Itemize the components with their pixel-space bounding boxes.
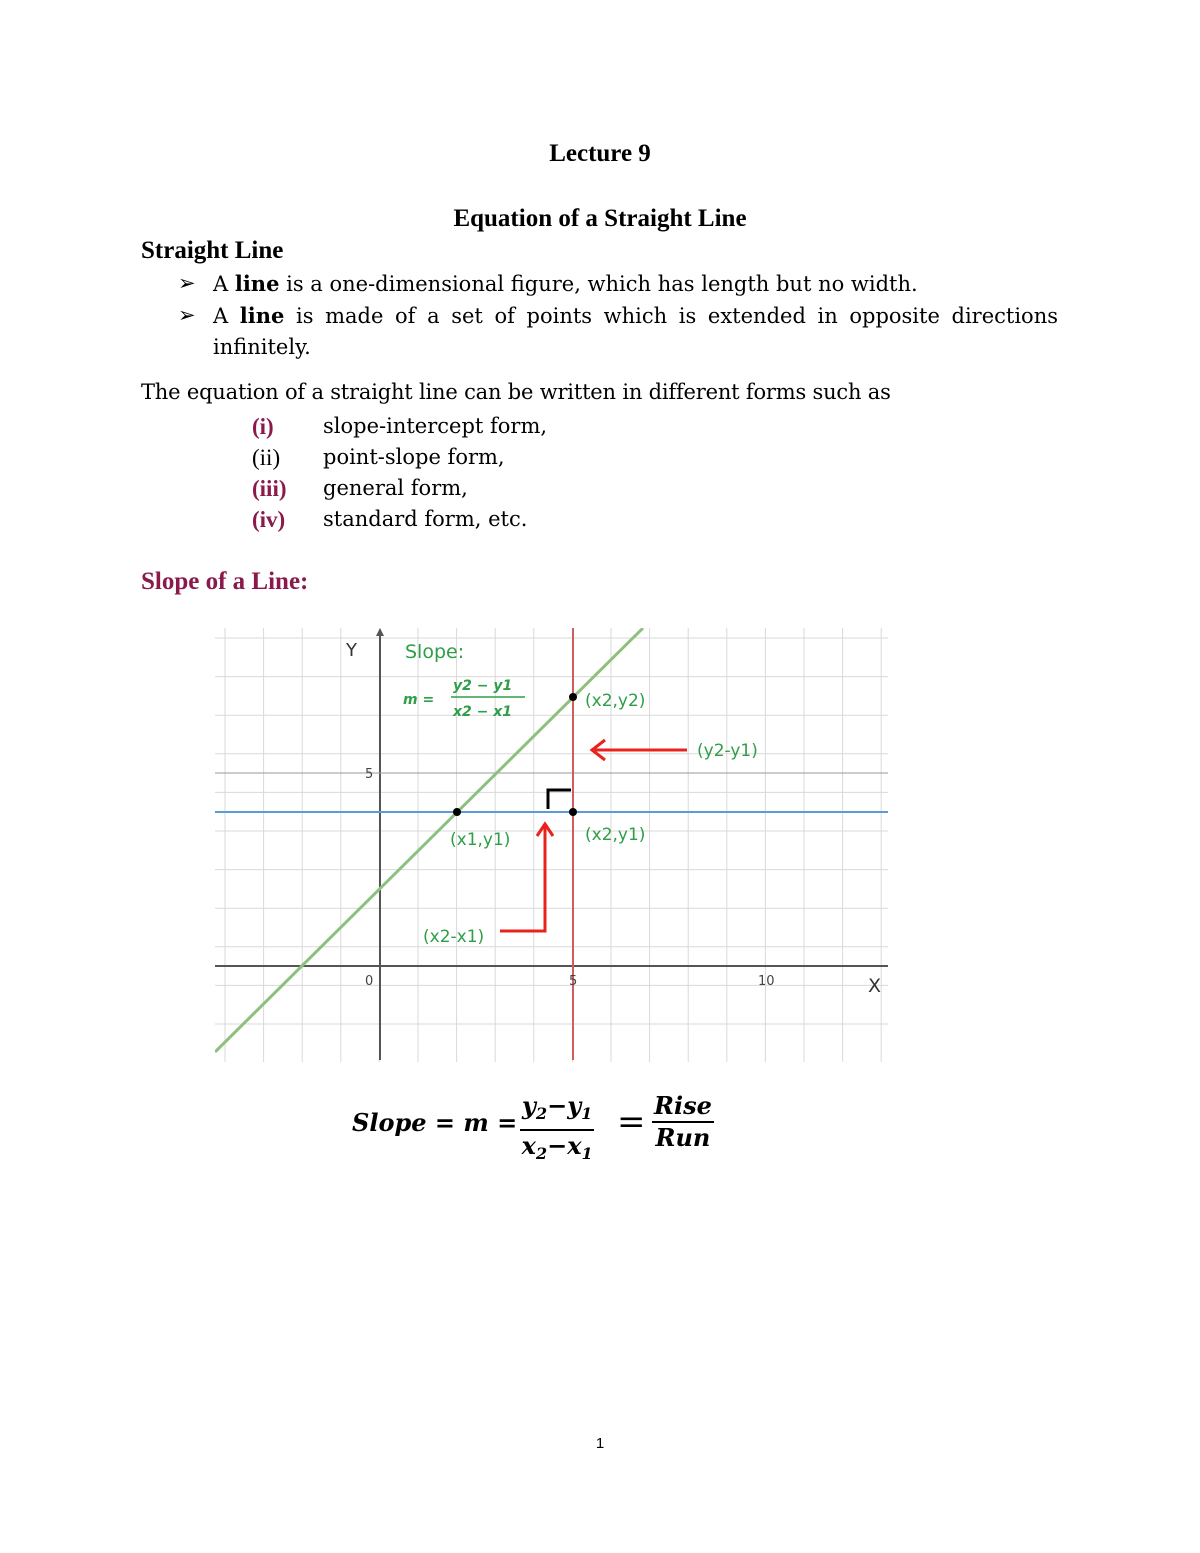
- bullet-text: is a one-dimensional figure, which has length but no width.: [279, 272, 918, 296]
- bullet-term: line: [239, 303, 285, 328]
- y-axis-label: Y: [346, 640, 357, 661]
- slope-diagram: [215, 628, 888, 1062]
- fraction-numerator: $y_2-y_1$: [520, 1092, 594, 1131]
- arrow-bullet-icon: ➢: [178, 271, 196, 295]
- tick-label: 5: [365, 767, 374, 782]
- intro-paragraph: The equation of a straight line can be written in different forms such as: [141, 380, 891, 404]
- tick-label: 10: [758, 974, 775, 989]
- bullet-list: [178, 268, 1058, 363]
- form-label: point-slope form,: [323, 445, 505, 469]
- tick-label: 5: [569, 974, 578, 989]
- slope-numerator: y2 − y1: [453, 678, 513, 694]
- tick-label: 0: [365, 974, 374, 989]
- rise-run-fraction: [652, 1092, 714, 1152]
- arrow-bullet-icon: ➢: [178, 303, 196, 327]
- equals-sign: =: [617, 1102, 646, 1142]
- slope-denominator: x2 − x1: [453, 704, 513, 720]
- fraction-denominator: $x_2-x_1$: [521, 1131, 593, 1163]
- bullet-prefix: A: [213, 304, 240, 328]
- form-label: standard form, etc.: [323, 507, 528, 531]
- run-label: (x2-x1): [423, 927, 485, 947]
- section-heading: Straight Line: [141, 237, 284, 264]
- label-x2y1: (x2,y1): [585, 825, 646, 845]
- list-item: [178, 300, 1058, 363]
- form-number: (iv): [252, 507, 286, 532]
- lecture-number: Lecture 9: [549, 140, 651, 167]
- label-x1y1: (x1,y1): [450, 830, 511, 850]
- rise-text: Rise: [652, 1092, 714, 1123]
- grid: [215, 628, 888, 1062]
- point-x1y1: [453, 808, 461, 816]
- slope-formula: [352, 1088, 732, 1163]
- bullet-prefix: A: [213, 272, 235, 296]
- page-title: Equation of a Straight Line: [453, 205, 747, 232]
- point-x2y2: [569, 693, 577, 701]
- bullet-text: is made of a set of points which is extended in opposite directions infinitely.: [213, 304, 1058, 359]
- slope-title: Slope:: [405, 641, 465, 663]
- slope-m: m =: [403, 692, 435, 708]
- form-number: (i): [252, 414, 274, 439]
- rise-label: (y2-y1): [697, 741, 758, 761]
- run-text: Run: [655, 1123, 711, 1152]
- point-x2y1: [569, 808, 577, 816]
- form-label: general form,: [323, 476, 468, 500]
- form-number: (ii): [252, 445, 281, 470]
- list-item: [178, 268, 1058, 300]
- bullet-term: line: [234, 271, 280, 296]
- slope-heading: Slope of a Line:: [141, 568, 309, 595]
- x-axis-label: X: [868, 975, 882, 997]
- form-label: slope-intercept form,: [323, 414, 548, 438]
- formula-fraction: [520, 1092, 594, 1168]
- label-x2y2: (x2,y2): [585, 691, 646, 711]
- page-number: 1: [595, 1435, 605, 1452]
- y-axis-arrow-icon: [376, 628, 384, 636]
- form-number: (iii): [252, 476, 287, 501]
- formula-lhs: Slope = m =: [352, 1108, 518, 1137]
